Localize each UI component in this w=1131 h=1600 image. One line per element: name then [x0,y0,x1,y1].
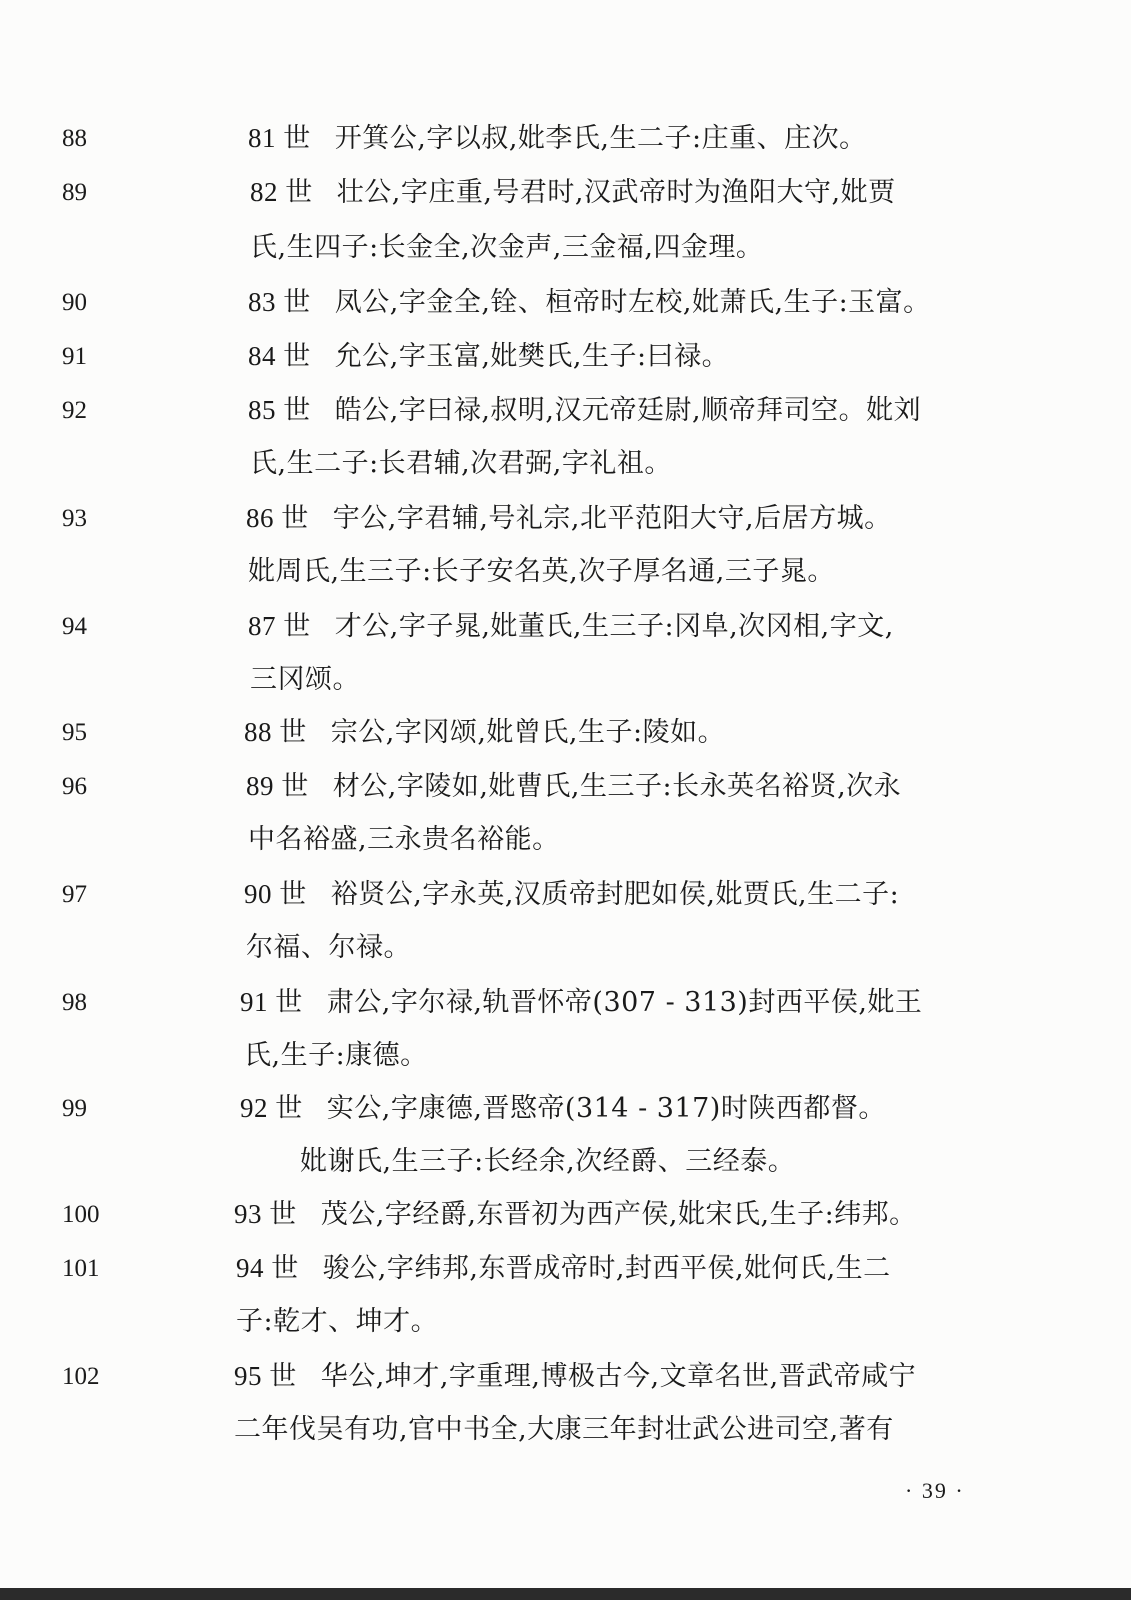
entry-line [244,876,899,913]
generation-label: 89 世 [246,771,309,801]
entry-line: 子:乾才、坤才。 [236,1306,439,1337]
generation-label: 94 世 [236,1253,299,1283]
generation-label: 93 世 [234,1199,297,1229]
entry-line [236,1250,891,1287]
generation-label: 81 世 [248,123,311,153]
generation-label: 82 世 [250,177,313,207]
entry-number: 89 [62,179,87,206]
entry-text: 肃公,字尔禄,轨晋怀帝(307 - 313)封西平侯,妣王 [326,987,923,1018]
entry-line: 妣谢氏,生三子:长经余,次经爵、三经泰。 [300,1146,796,1177]
entry-number: 92 [62,397,87,424]
entry-line [246,768,901,805]
entry-text: 允公,字玉富,妣樊氏,生子:曰禄。 [334,341,730,372]
entry-text: 皓公,字曰禄,叔明,汉元帝廷尉,顺帝拜司空。妣刘 [334,395,922,426]
entry-text: 宗公,字冈颂,妣曾氏,生子:陵如。 [330,717,726,748]
entry-number: 97 [62,881,87,908]
entry-text: 宇公,字君辅,号礼宗,北平范阳大守,后居方城。 [332,503,892,534]
entry-text: 开箕公,字以叔,妣李氏,生二子:庄重、庄次。 [334,123,867,154]
generation-label: 85 世 [248,395,311,425]
entry-text: 壮公,字庄重,号君时,汉武帝时为渔阳大守,妣贾 [336,177,896,208]
entry-number: 102 [62,1363,100,1390]
entry-number: 94 [62,613,87,640]
entry-text: 华公,坤才,字重理,博极古今,文章名世,晋武帝咸宁 [320,1361,917,1392]
entry-number: 99 [62,1095,87,1122]
page-number: · 39 · [905,1478,965,1503]
entry-line: 妣周氏,生三子:长子安名英,次子厚名通,三子晁。 [248,556,835,587]
entry-number: 93 [62,505,87,532]
entry-text: 凤公,字金全,铨、桓帝时左校,妣萧氏,生子:玉富。 [334,287,931,318]
entry-text: 实公,字康德,晋愍帝(314 - 317)时陕西都督。 [326,1093,886,1124]
entry-line: 二年伐吴有功,官中书全,大康三年封壮武公进司空,著有 [234,1414,894,1445]
entry-number: 100 [62,1201,100,1228]
entry-line: 三冈颂。 [250,664,360,695]
entry-text: 才公,字子晁,妣董氏,生三子:冈阜,次冈相,字文, [334,611,894,642]
entry-text: 骏公,字纬邦,东晋成帝时,封西平侯,妣何氏,生二 [322,1253,891,1284]
entry-number: 98 [62,989,87,1016]
entry-text: 材公,字陵如,妣曹氏,生三子:长永英名裕贤,次永 [332,771,902,802]
entry-number: 91 [62,343,87,370]
generation-label: 86 世 [246,503,309,533]
generation-label: 90 世 [244,879,307,909]
generation-label: 91 世 [240,987,303,1017]
entry-line [250,174,896,211]
entry-text: 裕贤公,字永英,汉质帝封肥如侯,妣贾氏,生二子: [330,879,900,910]
generation-label: 87 世 [248,611,311,641]
entry-line [248,120,867,157]
entry-line [248,392,921,429]
entry-line: 中名裕盛,三永贵名裕能。 [248,824,560,855]
entry-number: 90 [62,289,87,316]
entry-line [248,338,729,375]
entry-number: 88 [62,125,87,152]
entry-number: 96 [62,773,87,800]
entry-line: 尔福、尔禄。 [246,932,411,963]
generation-label: 83 世 [248,287,311,317]
entry-line [248,284,931,321]
generation-label: 95 世 [234,1361,297,1391]
scan-bottom-edge [0,1588,1131,1600]
entry-number: 101 [62,1255,100,1282]
entry-text: 茂公,字经爵,东晋初为西产侯,妣宋氏,生子:纬邦。 [320,1199,917,1230]
entry-line [244,714,725,751]
entry-line [248,608,894,645]
entry-line: 氏,生二子:长君辅,次君弼,字礼祖。 [250,448,672,479]
generation-label: 88 世 [244,717,307,747]
generation-label: 84 世 [248,341,311,371]
entry-line [246,500,892,537]
entry-line: 氏,生子:康德。 [244,1040,428,1071]
entry-line: 氏,生四子:长金全,次金声,三金福,四金理。 [250,232,764,263]
entry-line [240,1090,886,1127]
entry-number: 95 [62,719,87,746]
entry-line [240,984,922,1021]
entry-line [234,1358,916,1395]
generation-label: 92 世 [240,1093,303,1123]
entry-line [234,1196,917,1233]
